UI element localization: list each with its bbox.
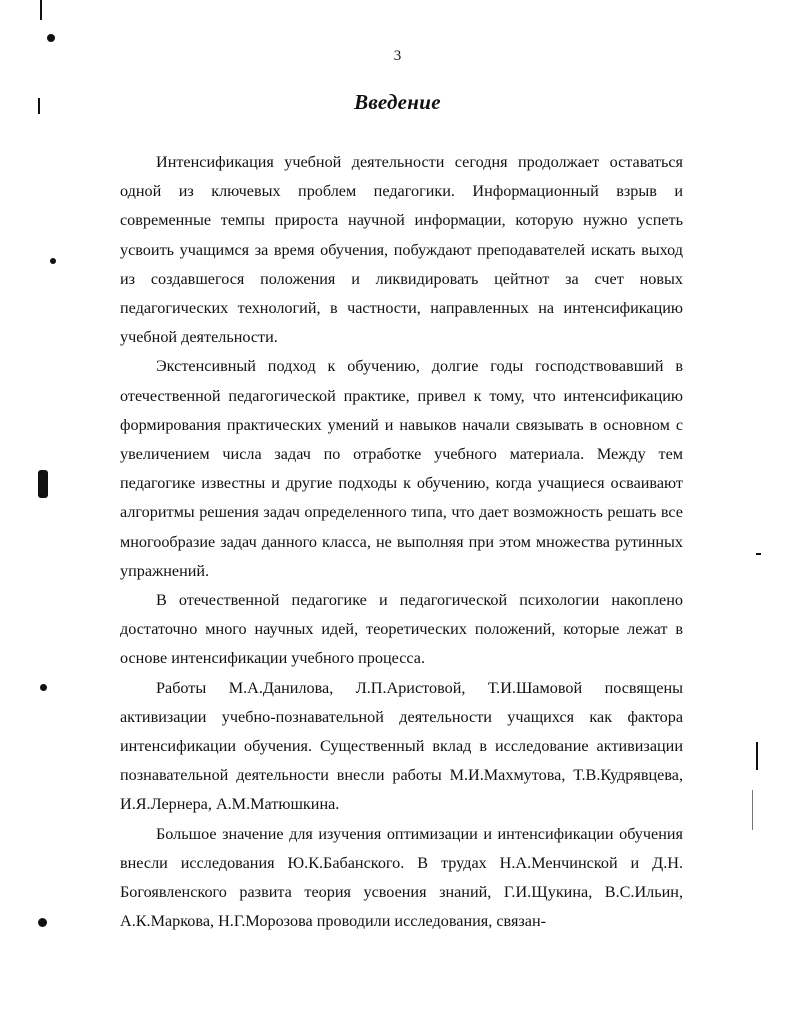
scan-mark-top-left [40, 0, 42, 20]
paragraph-1: Интенсификация учебной деятельности сегодня продолжает оставаться одной из ключевых проблем педагогики. Информационный взрыв и современные темпы прироста научной информации, которую нужно успеть усвоить учащимся за время обучения, побуждают преподавателей искать выход из создавшегося положения и ликвидировать цейтнот за счет новых педагогических технологий, в частности, направленных на интенсификацию учебной деятельности. [120, 153, 683, 347]
scan-dot-2 [50, 258, 56, 264]
scan-mark-right-3 [752, 790, 753, 830]
paragraph-3: В отечественной педагогике и педагогической психологии накоплено достаточно много научных идей, теоретических положений, которые лежат в основе интенсификации учебного процесса. [120, 591, 683, 668]
scan-dot-3 [40, 684, 47, 691]
scan-mark-left-2 [38, 470, 48, 498]
scan-dot-1 [47, 34, 55, 42]
paragraph-2: Экстенсивный подход к обучению, долгие годы господствовавший в отечественной педагогической практике, привел к тому, что интенсификацию формирования практических умений и навыков начали связывать в основном с увеличением числа задач по отработке учебного материала. Между тем педагогике известны и другие подходы к обучению, когда учащиеся осваивают алгоритмы решения задач определенного типа, что дает возможность решать все многообразие задач данного класса, не выполняя при этом множества рутинных упражнений. [120, 357, 683, 580]
document-body [120, 148, 683, 936]
scan-mark-right-1 [756, 553, 761, 555]
page-number: 3 [393, 48, 402, 64]
scan-mark-right-2 [756, 742, 758, 770]
scan-dot-4 [38, 918, 47, 927]
paragraph-4: Работы М.А.Данилова, Л.П.Аристовой, Т.И.Шамовой посвящены активизации учебно-познавательной деятельности учащихся как фактора интенсификации обучения. Существенный вклад в исследование активизации познавательной деятельности внесли работы М.И.Махмутова, Т.В.Кудрявцева, И.Я.Лернера, А.М.Матюшкина. [120, 678, 683, 814]
page-title: Введение [354, 90, 441, 114]
paragraph-5: Большое значение для изучения оптимизации и интенсификации обучения внесли исследования Ю.К.Бабанского. В трудах Н.А.Менчинской и Д.Н. Богоявленского развита теория усвоения знаний, Г.И.Щукина, В.С.Ильин, А.К.Маркова, Н.Г.Морозова проводили исследования, связан- [120, 824, 683, 931]
